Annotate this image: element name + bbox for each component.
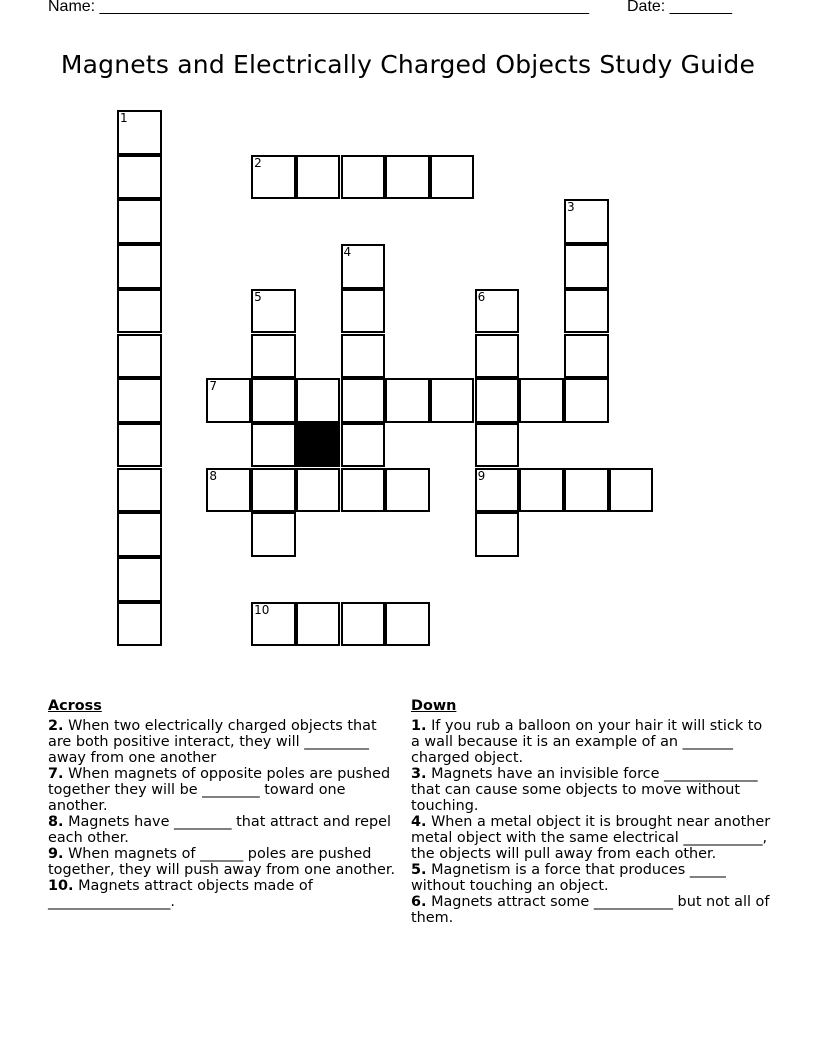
- crossword-cell[interactable]: [117, 289, 162, 334]
- clue-number: 7.: [48, 766, 64, 782]
- across-clue: [48, 766, 403, 814]
- down-clue: [411, 718, 771, 766]
- clue-text: Magnets attract objects made of _________________.: [48, 878, 313, 910]
- crossword-black-cell: [296, 423, 341, 468]
- clue-number: 9.: [48, 846, 64, 862]
- crossword-cell[interactable]: [475, 468, 520, 513]
- crossword-cell[interactable]: [251, 468, 296, 513]
- crossword-cell[interactable]: [385, 468, 430, 513]
- crossword-cell[interactable]: [251, 378, 296, 423]
- clue-text: When two electrically charged objects that are both positive interact, they will _________ away from one another: [48, 718, 377, 766]
- down-clue: [411, 894, 771, 926]
- crossword-cell[interactable]: [564, 468, 609, 513]
- crossword-cell[interactable]: [519, 378, 564, 423]
- clue-number-label: 2: [254, 155, 262, 170]
- clue-number-label: 8: [209, 468, 218, 483]
- crossword-cell[interactable]: [117, 155, 162, 200]
- across-clue: [48, 878, 403, 910]
- crossword-cell[interactable]: [117, 244, 162, 289]
- clue-number: 5.: [411, 862, 427, 878]
- clue-text: Magnetism is a force that produces _____ without touching an object.: [411, 862, 726, 894]
- crossword-cell[interactable]: [609, 468, 654, 513]
- crossword-cell[interactable]: [251, 512, 296, 557]
- crossword-cell[interactable]: [341, 289, 386, 334]
- across-clues: [48, 698, 403, 910]
- crossword-cell[interactable]: [430, 155, 475, 200]
- crossword-cell[interactable]: [117, 378, 162, 423]
- crossword-cell[interactable]: [475, 289, 520, 334]
- crossword-cell[interactable]: [385, 378, 430, 423]
- crossword-cell[interactable]: [117, 512, 162, 557]
- clue-text: Magnets attract some ___________ but not all of them.: [411, 894, 770, 926]
- across-clue: [48, 814, 403, 846]
- crossword-cell[interactable]: [341, 468, 386, 513]
- crossword-cell[interactable]: [251, 289, 296, 334]
- crossword-cell[interactable]: [117, 110, 162, 155]
- crossword-cell[interactable]: [117, 199, 162, 244]
- clue-number-label: 4: [343, 245, 352, 260]
- crossword-cell[interactable]: [564, 334, 609, 379]
- crossword-cell[interactable]: [117, 602, 162, 647]
- crossword-cell[interactable]: [296, 468, 341, 513]
- crossword-cell[interactable]: [251, 334, 296, 379]
- crossword-cell[interactable]: [117, 334, 162, 379]
- clue-number: 3.: [411, 766, 427, 782]
- crossword-cell[interactable]: [564, 244, 609, 289]
- crossword-cell[interactable]: [341, 155, 386, 200]
- crossword-cell[interactable]: [251, 155, 296, 200]
- crossword-cell[interactable]: [341, 244, 386, 289]
- crossword-cell[interactable]: [296, 602, 341, 647]
- across-clue: [48, 718, 403, 766]
- clue-number: 1.: [411, 718, 427, 734]
- clue-number: 8.: [48, 814, 64, 830]
- down-clue: [411, 766, 771, 814]
- crossword-cell[interactable]: [564, 289, 609, 334]
- clue-number: 6.: [411, 894, 427, 910]
- crossword-cell[interactable]: [385, 155, 430, 200]
- crossword-cell[interactable]: [296, 378, 341, 423]
- down-clue: [411, 862, 771, 894]
- across-clue: [48, 846, 403, 878]
- clue-number-label: 9: [477, 468, 486, 483]
- crossword-cell[interactable]: [430, 378, 475, 423]
- down-clue: [411, 814, 771, 862]
- clue-number-label: 1: [120, 111, 128, 125]
- page-title: Magnets and Electrically Charged Objects Study Guide: [60, 50, 756, 79]
- crossword-cell[interactable]: [475, 423, 520, 468]
- clue-number-label: 5: [254, 289, 262, 304]
- crossword-cell[interactable]: [206, 468, 251, 513]
- clue-text: When magnets of ______ poles are pushed together, they will push away from one another.: [48, 846, 396, 878]
- clue-number: 4.: [411, 814, 427, 830]
- clue-number-label: 3: [567, 200, 575, 215]
- across-heading: Across: [48, 698, 102, 714]
- down-heading: Down: [411, 698, 457, 714]
- crossword-cell[interactable]: [475, 334, 520, 379]
- crossword-cell[interactable]: [475, 512, 520, 557]
- clue-text: When magnets of opposite poles are pushed together they will be ________ toward one another.: [48, 766, 391, 814]
- clue-number: 2.: [48, 718, 64, 734]
- clue-text: When a metal object it is brought near another metal object with the same electrical ___________, the objects will pull away from each other.: [411, 814, 771, 862]
- crossword-cell[interactable]: [117, 557, 162, 602]
- name-field-line: Name: _______________________________________________________: [48, 0, 589, 15]
- clue-number-label: 10: [254, 602, 270, 617]
- crossword-cell[interactable]: [206, 378, 251, 423]
- crossword-cell[interactable]: [117, 423, 162, 468]
- down-clues: [411, 698, 771, 926]
- clue-text: Magnets have an invisible force _____________ that can cause some objects to move without touching.: [411, 766, 758, 814]
- crossword-cell[interactable]: [564, 199, 609, 244]
- clue-number: 10.: [48, 878, 74, 894]
- crossword-cell[interactable]: [475, 378, 520, 423]
- crossword-cell[interactable]: [341, 602, 386, 647]
- crossword-cell[interactable]: [117, 468, 162, 513]
- clue-text: If you rub a balloon on your hair it will stick to a wall because it is an example of an _______ charged object.: [411, 718, 763, 766]
- crossword-cell[interactable]: [251, 423, 296, 468]
- date-field-line: Date: _______: [627, 0, 732, 15]
- crossword-cell[interactable]: [385, 602, 430, 647]
- clue-text: Magnets have ________ that attract and repel each other.: [48, 814, 391, 846]
- crossword-cell[interactable]: [251, 602, 296, 647]
- crossword-cell[interactable]: [296, 155, 341, 200]
- crossword-cell[interactable]: [564, 378, 609, 423]
- clue-number-label: 7: [209, 379, 218, 394]
- crossword-cell[interactable]: [519, 468, 564, 513]
- clue-number-label: 6: [477, 289, 486, 304]
- crossword-cell[interactable]: [341, 378, 386, 423]
- crossword-cell[interactable]: [341, 334, 386, 379]
- crossword-cell[interactable]: [341, 423, 386, 468]
